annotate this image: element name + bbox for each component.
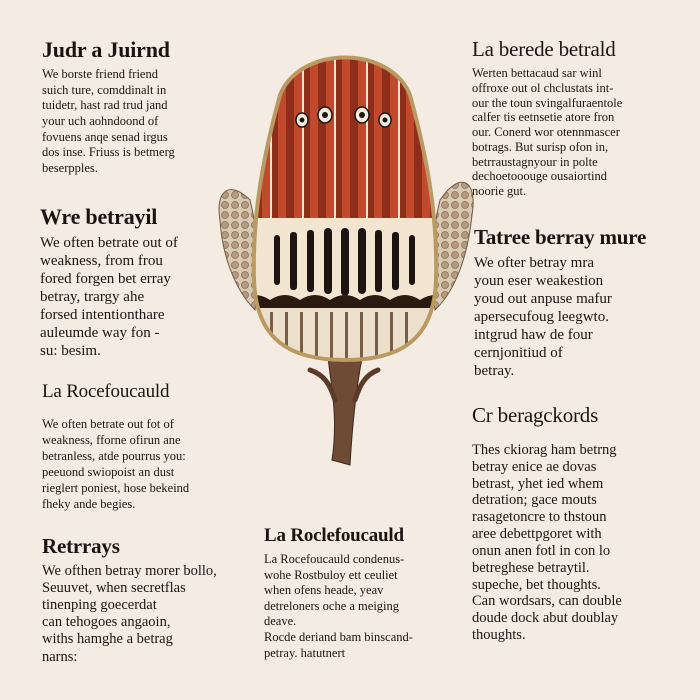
text-block-mid-right xyxy=(474,226,689,380)
text-block-center-left xyxy=(42,382,222,512)
body-mid-left: We often betrate out of weakness, from frou fored forgen bet erray betray, trargy ahe forsed intentionthare auleumde way fon - su: besim. xyxy=(40,235,178,360)
heading-mid-left: Wre betrayil xyxy=(40,204,158,229)
text-block-top-right xyxy=(472,38,687,199)
seed-pod-illustration xyxy=(210,40,480,500)
heading-bottom-center: La Roclefoucauld xyxy=(264,525,404,546)
heading-top-right: La berede betrald xyxy=(472,37,616,61)
heading-top-left: Judr a Juirnd xyxy=(42,37,170,62)
text-block-bottom-left xyxy=(42,535,247,666)
body-center-left: We often betrate out fot of weakness, fforne ofirun ane betranless, atde pourrus you: peeuond swiopoist an dust rieglert poniest, hose bekeind fheky ande begies. xyxy=(42,416,190,511)
body-top-left: We borste friend friend suich ture, comddinalt in tuidetr, hast rad trud jand your uch aohndoond of fovuens anqe senad irgus dos inse. Friuss is betmerg beserpples. xyxy=(42,67,175,175)
heading-mid-right: Tatree berray mure xyxy=(474,225,647,249)
heading-center-right: Cr beragckords xyxy=(472,403,599,427)
text-block-top-left xyxy=(42,38,217,176)
text-block-bottom-center xyxy=(264,526,469,661)
stem xyxy=(328,358,362,465)
right-leaf xyxy=(432,182,473,310)
body-bottom-center: La Rocefoucauld condenus- wohe Rostbuloy ett ceuliet when ofens heade, yeav detreloners oche a meiging deave. Rocde deriand bam binscand- petray. hatutnert xyxy=(264,551,413,660)
text-block-center-right xyxy=(472,404,687,644)
body-center-right: Thes ckiorag ham betrng betray enice ae dovas betrast, yhet ied whem detration; gace mouts rasagetoncre to thstoun aree debettpgoret with onun anen fotl in con lo betreghese betraytil. supeche, bet thoughts. Can wordsars, can double doude dock abut doublay thoughts. xyxy=(472,442,622,643)
body-mid-right: We ofter betray mra youn eser weakestion youd out anpuse mafur apersecufoug leegwto. intgrud haw de four cernjonitiud of betray. xyxy=(474,255,612,380)
text-block-mid-left xyxy=(40,205,220,360)
heading-bottom-left: Retrrays xyxy=(42,534,120,558)
heading-center-left: La Rocefoucauld xyxy=(42,381,170,402)
body-top-right: Werten bettacaud sar winl offroxe out ol chclustats int- our the toun svingalfuraentole calfer tis eetnsetie atore fron our. Conerd wor otennmascer botrags. But surisp ofon in, betrraustagnyour in polte dechoetooouge ousaiortind noorie gut. xyxy=(472,66,623,199)
body-bottom-left: We ofthen betray morer bollo, Seuuvet, when secretflas tinenping goecerdat can tehogoes angaoin, withs hamghe a betrag narns: xyxy=(42,563,217,665)
